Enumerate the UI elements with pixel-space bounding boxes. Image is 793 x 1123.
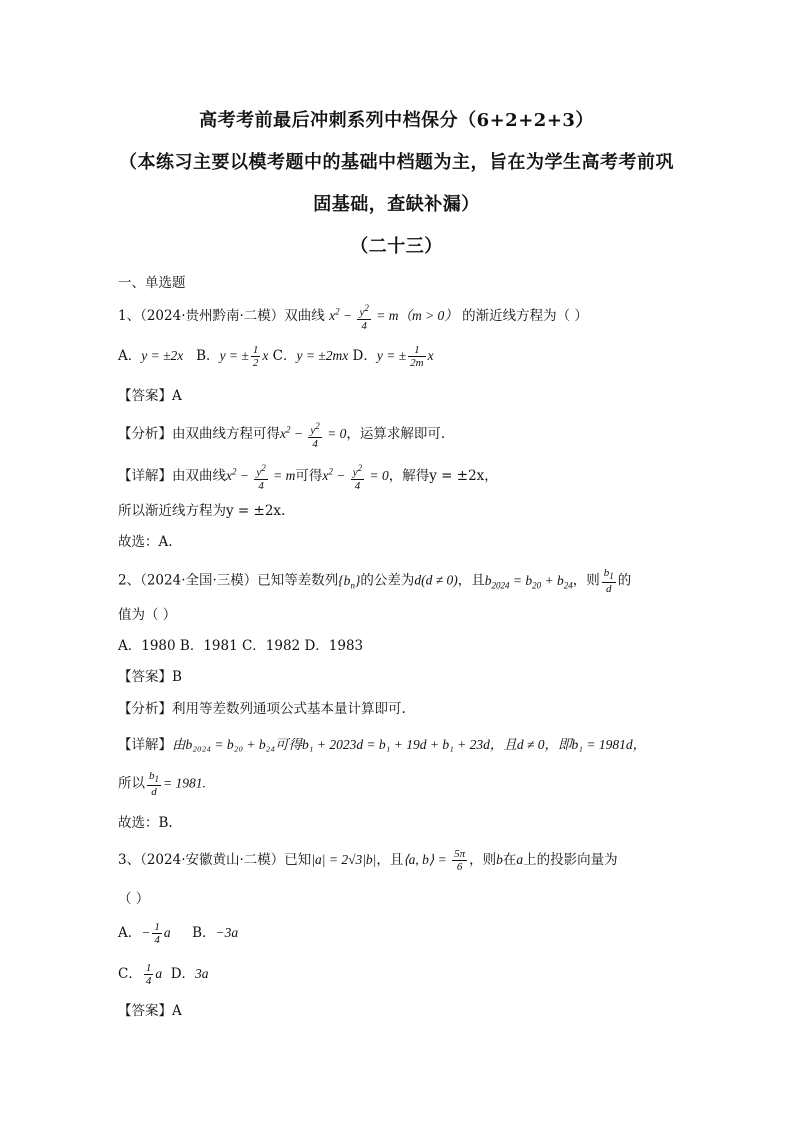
q3-stem: 3、（2024·安徽黄山·二模）已知|a| = 2√3|b|，且⟨a, b⟩ = $\frac{5\pi}{6}$ ，则b在a上的投影向量为 <box>118 848 618 874</box>
q3-options-cd: C． $\frac{1}{4}$ a D．3a <box>118 962 209 988</box>
q2-options: A．1980 B．1981 C．1982 D．1983 <box>118 638 364 654</box>
q1-analysis: 【分析】由双曲线方程可得$x^2$ − $\frac{y^2}{4}$ = 0，运算求解即可. <box>118 421 446 450</box>
section-heading: 一、单选题 <box>118 275 186 291</box>
q1-equation: $x^2$ − $\frac{y^2}{4}$ = m（m > 0） <box>329 303 458 332</box>
doc-subtitle-line2: 固基础，查缺补漏） <box>313 194 480 215</box>
q1-suffix: 的渐近线方程为（ ） <box>462 307 588 324</box>
q2-stem: 2、（2024·全国·三模）已知等差数列$\{b_n\}$的公差为d(d ≠ 0)，且$b_{2024} = b_{20} + b_{24}$，则 $\frac{b_1}{d}$ 的 <box>118 567 632 596</box>
q2-detail: 【详解】由b₂₀₂₄ = b₂₀ + b₂₄可得b₁ + 2023d = b₁ + 19d + b₁ + 23d，且d ≠ 0，即b₁ = 1981d， <box>118 737 647 753</box>
q2-conclusion: 所以 $\frac{b_1}{d}$ = 1981. <box>118 770 206 799</box>
q2-analysis: 【分析】利用等差数列通项公式基本量计算即可. <box>118 701 406 717</box>
q3-stem-line2: （ ） <box>118 891 150 907</box>
q1-options: A．y = ±2x B．y = ± $\frac{1}{2}$ x C．y = ±2mx D．y = ± $\frac{1}{2m}$ x <box>118 344 434 370</box>
doc-subtitle-line1: （本练习主要以模考题中的基础中档题为主，旨在为学生高考考前巩 <box>119 152 674 173</box>
q2-answer: 【答案】B <box>118 669 182 685</box>
q3-answer: 【答案】A <box>118 1003 182 1019</box>
doc-set-number: （二十三） <box>350 236 443 257</box>
q1-answer: 【答案】A <box>118 388 182 404</box>
q2-choice: 故选：B. <box>118 815 173 831</box>
q1-prefix: 1、（2024·贵州黔南·二模）双曲线 <box>118 307 325 324</box>
q3-options-ab: A．− $\frac{1}{4}$ a B．−3a <box>118 921 239 947</box>
q1-conclusion: 所以渐近线方程为y = ±2x. <box>118 503 286 519</box>
q2-stem-line2: 值为（ ） <box>118 607 177 623</box>
q1-stem <box>118 302 588 332</box>
q1-choice: 故选：A. <box>118 534 173 550</box>
q1-detail: 【详解】由双曲线$x^2$ − $\frac{y^2}{4}$ = m可得$x^2$ − $\frac{y^2}{4}$ = 0，解得y = ±2x， <box>118 463 498 492</box>
doc-title: 高考考前最后冲刺系列中档保分（6+2+2+3） <box>199 110 594 131</box>
